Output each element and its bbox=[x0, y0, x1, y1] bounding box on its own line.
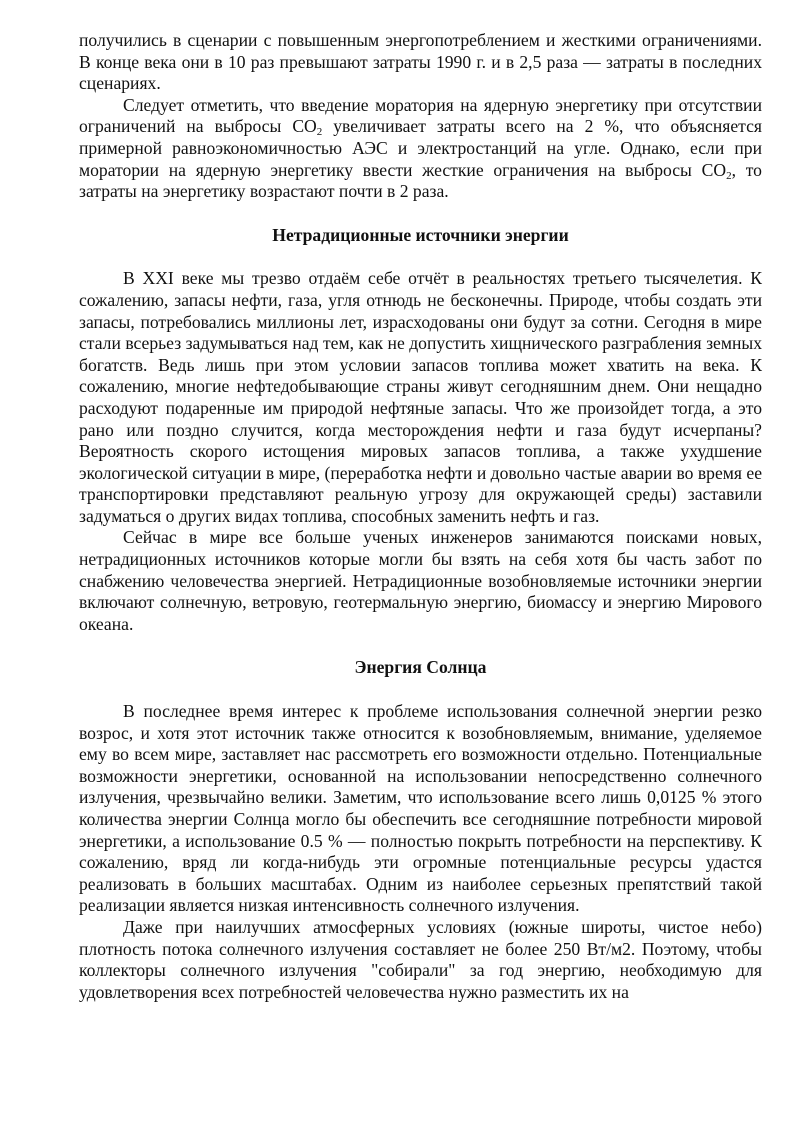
paragraph-moratorium bbox=[79, 95, 762, 203]
paragraph-solar-interest: В последнее время интерес к проблеме использования солнечной энергии резко возрос, и хотя этот источник также относится к возобновляемым, внимание, уделяемое ему во всем мире, заставляет нас рассмотреть его возможности отдельно. Потенциальные возможности энергетики, основанной на использовании непосредственно солнечного излучения, чрезвычайно велики. Заметим, что использование всего лишь 0,0125 % этого количества энергии Солнца могло бы обеспечить все сегодняшние потребности мировой энергетики, а использование 0.5 % — полностью покрыть потребности на перспективу. К сожалению, вряд ли когда-нибудь эти огромные потенциальные ресурсы удастся реализовать в больших масштабах. Одним из наиболее серьезных препятствий такой реализации является низкая интенсивность солнечного излучения. bbox=[79, 701, 762, 916]
paragraph-moratorium-part1: Следует отметить, что введение моратория на ядерную энергетику при отсутствии ограничений на выбросы СО bbox=[79, 94, 762, 137]
paragraph-solar-flux: Даже при наилучших атмосферных условиях (южные широты, чистое небо) плотность потока солнечного излучения составляет не более 250 Вт/м2. Поэтому, чтобы коллекторы солнечного излучения "собирали" за год энергию, необходимую для удовлетворения всех потребностей человечества нужно разместить их на bbox=[79, 916, 762, 1002]
paragraph-new-sources: Сейчас в мире все больше ученых инженеров занимаются поисками новых, нетрадиционных источников которые могли бы взять на себя хотя бы часть забот по снабжению человечества энергией. Нетрадиционные возобновляемые источники энергии включают солнечную, ветровую, геотермальную энергию, биомассу и энергию Мирового океана. bbox=[79, 527, 762, 634]
co2-subscript-2: 2 bbox=[726, 169, 732, 182]
co2-subscript-1: 2 bbox=[316, 126, 323, 139]
section-heading-solar: Энергия Солнца bbox=[354, 657, 487, 678]
section-heading-nontraditional: Нетрадиционные источники энергии bbox=[272, 224, 569, 245]
paragraph-xxi-century: В XXI веке мы трезво отдаём себе отчёт в реальностях третьего тысячелетия. К сожалению, запасы нефти, газа, угля отнюдь не бесконечны. Природе, чтобы создать эти запасы, потребовались миллионы лет, израсходованы они будут за сотни. Сегодня в мире стали всерьез задумываться над тем, как не допустить хищнического разграбления земных богатств. Ведь лишь при этом условии запасов топлива может хватить на века. К сожалению, многие нефтедобывающие страны живут сегодняшним днем. Они нещадно расходуют подаренные им природой нефтяные запасы. Что же произойдет тогда, а это рано или поздно случится, когда месторождения нефти и газа будут исчерпаны? Вероятность скорого истощения мировых запасов топлива, а также ухудшение экологической ситуации в мире, (переработка нефти и довольно частые аварии во время ее транспортировки представляют реальную угрозу для окружающей среды) заставили задуматься о других видах топлива, способных заменить нефть и газ. bbox=[79, 268, 763, 526]
paragraph-intro: получились в сценарии с повышенным энергопотреблением и жесткими ограничениями. В конце века они в 10 раз превышают затраты 1990 г. и в 2,5 раза — затраты в последних сценариях. bbox=[79, 30, 762, 94]
paragraph-moratorium-part3: , то затраты на энергетику возрастают почти в 2 раза. bbox=[79, 159, 762, 202]
document-page bbox=[79, 30, 762, 1003]
paragraph-moratorium-part2: увеличивает затраты всего на 2 %, что объясняется примерной равноэкономичностью АЭС и электростанций на угле. Однако, если при моратории на ядерную энергетику ввести жесткие ограничения на выбросы СО bbox=[79, 116, 762, 180]
